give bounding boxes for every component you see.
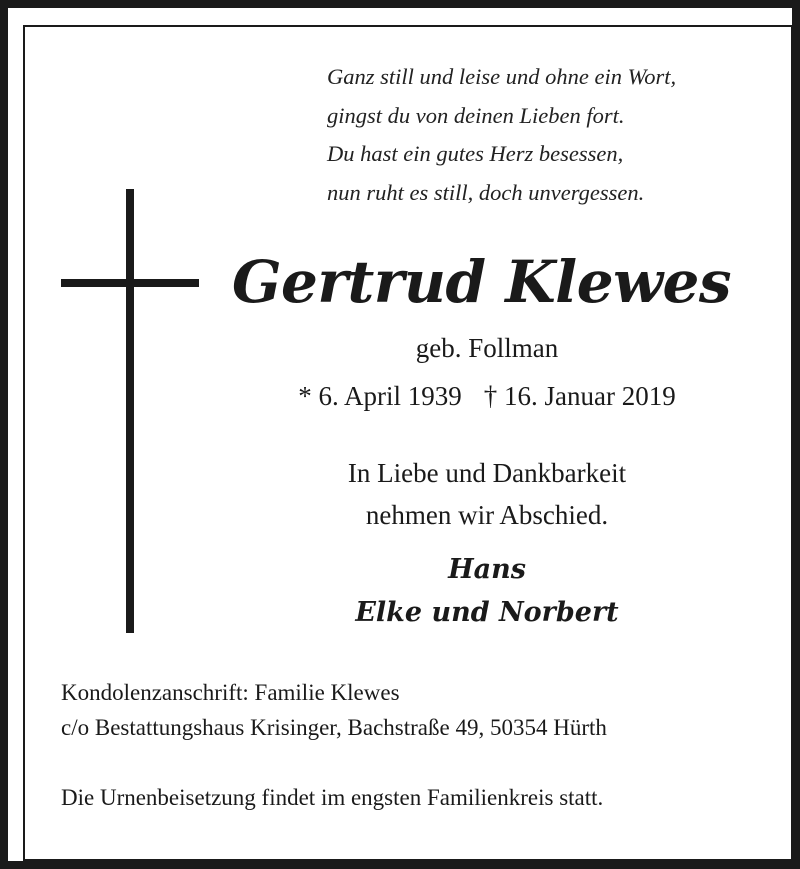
survivor-name: Hans [448, 554, 526, 585]
burial-note: Die Urnenbeisetzung findet im engsten Familienkreis statt. [61, 785, 604, 810]
survivors [232, 548, 742, 634]
memorial-poem [327, 58, 676, 212]
poem-line: Du hast ein gutes Herz besessen, [327, 141, 624, 166]
farewell-line: nehmen wir Abschied. [365, 500, 609, 530]
deceased-name: Gertrud Klewes [232, 248, 732, 316]
life-dates [232, 375, 742, 417]
maiden-name: geb. Follman [415, 333, 559, 363]
condolence-line: c/o Bestattungshaus Krisinger, Bachstraße 49, 50354 Hürth [61, 715, 607, 740]
poem-line: nun ruht es still, doch unvergessen. [327, 179, 645, 205]
cross-vertical-bar [126, 189, 134, 633]
birth-date: * 6. April 1939 [298, 381, 462, 411]
poem-line: Ganz still und leise und ohne ein Wort, [327, 64, 677, 89]
survivor-name: Elke und Norbert [355, 597, 619, 628]
death-date: † 16. Januar 2019 [483, 381, 676, 411]
poem-line: gingst du von deinen Lieben fort. [327, 102, 625, 128]
farewell-line: In Liebe und Dankbarkeit [347, 458, 627, 488]
condolence-address [61, 675, 607, 745]
cross-horizontal-bar [61, 279, 199, 287]
condolence-line: Kondolenzanschrift: Familie Klewes [61, 680, 400, 705]
farewell-text [232, 452, 742, 536]
